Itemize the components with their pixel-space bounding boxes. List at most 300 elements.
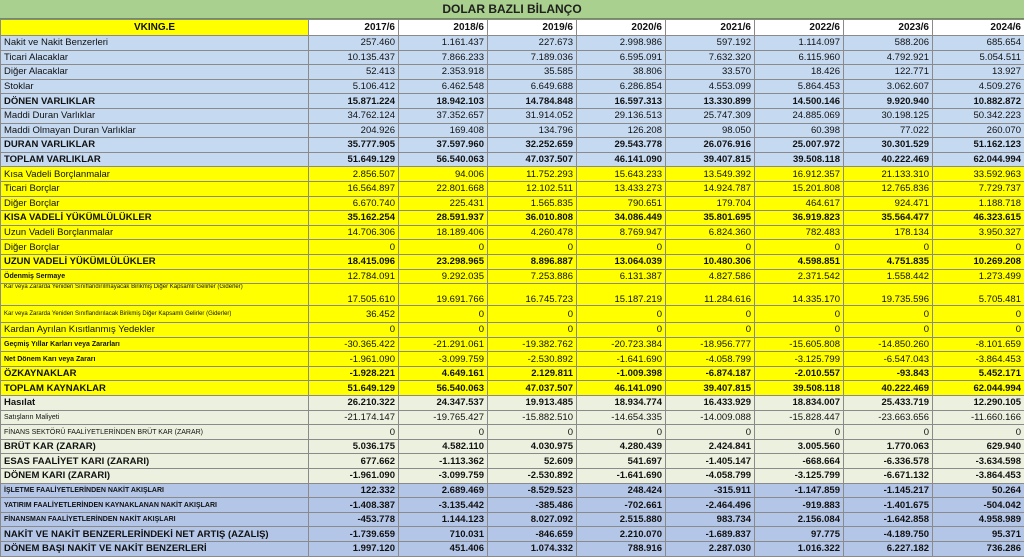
value-cell[interactable]: 0 [933,306,1024,323]
value-cell[interactable]: 3.950.327 [933,225,1024,240]
value-cell[interactable]: 32.252.659 [488,138,577,153]
value-cell[interactable]: 0 [399,425,488,440]
value-cell[interactable]: 50.264 [933,483,1024,498]
value-cell[interactable]: 4.958.989 [933,512,1024,527]
value-cell[interactable]: 0 [666,240,755,255]
value-cell[interactable]: 0 [577,240,666,255]
value-cell[interactable]: 3.062.607 [844,79,933,94]
value-cell[interactable]: 22.801.668 [399,181,488,196]
value-cell[interactable]: -6.336.578 [844,454,933,469]
value-cell[interactable]: 12.784.091 [309,269,399,284]
value-cell[interactable]: 0 [844,425,933,440]
value-cell[interactable]: 26.210.322 [309,396,399,411]
value-cell[interactable]: -30.365.422 [309,337,399,352]
value-cell[interactable]: -14.009.088 [666,410,755,425]
value-cell[interactable]: -1.739.659 [309,527,399,542]
value-cell[interactable]: 677.662 [309,454,399,469]
value-cell[interactable]: 16.564.897 [309,181,399,196]
value-cell[interactable]: 34.762.124 [309,108,399,123]
value-cell[interactable]: 5.864.453 [755,79,844,94]
value-cell[interactable]: 629.940 [933,439,1024,454]
value-cell[interactable]: 47.037.507 [488,152,577,167]
row-label[interactable]: Ödenmiş Sermaye [1,269,309,284]
value-cell[interactable]: 56.540.063 [399,381,488,396]
value-cell[interactable]: 11.284.616 [666,284,755,306]
value-cell[interactable]: 15.187.219 [577,284,666,306]
value-cell[interactable]: 60.398 [755,123,844,138]
value-cell[interactable]: -3.099.759 [399,469,488,484]
value-cell[interactable]: 1.770.063 [844,439,933,454]
year-header[interactable]: 2022/6 [755,20,844,36]
value-cell[interactable]: 0 [488,323,577,338]
value-cell[interactable]: -14.654.335 [577,410,666,425]
value-cell[interactable]: 169.408 [399,123,488,138]
value-cell[interactable]: 983.734 [666,512,755,527]
value-cell[interactable]: 7.632.320 [666,50,755,65]
value-cell[interactable]: 18.834.007 [755,396,844,411]
value-cell[interactable]: 710.031 [399,527,488,542]
value-cell[interactable]: 62.044.994 [933,381,1024,396]
value-cell[interactable]: 736.286 [933,542,1024,557]
value-cell[interactable]: 924.471 [844,196,933,211]
value-cell[interactable]: 7.189.036 [488,50,577,65]
value-cell[interactable]: 685.654 [933,36,1024,51]
value-cell[interactable]: -2.530.892 [488,469,577,484]
value-cell[interactable]: 4.260.478 [488,225,577,240]
value-cell[interactable]: 6.595.091 [577,50,666,65]
value-cell[interactable]: 52.413 [309,65,399,80]
value-cell[interactable]: -385.486 [488,498,577,513]
value-cell[interactable]: 36.919.823 [755,211,844,226]
value-cell[interactable]: 0 [755,240,844,255]
row-label[interactable]: Diğer Borçlar [1,240,309,255]
value-cell[interactable]: 0 [844,323,933,338]
row-label[interactable]: DÖNEN VARLIKLAR [1,94,309,109]
value-cell[interactable]: 1.188.718 [933,196,1024,211]
value-cell[interactable]: -15.882.510 [488,410,577,425]
value-cell[interactable]: 35.162.254 [309,211,399,226]
row-label[interactable]: Kardan Ayrılan Kısıtlanmış Yedekler [1,323,309,338]
value-cell[interactable]: 225.431 [399,196,488,211]
value-cell[interactable]: -4.189.750 [844,527,933,542]
value-cell[interactable]: -1.401.675 [844,498,933,513]
value-cell[interactable]: 21.133.310 [844,167,933,182]
value-cell[interactable]: 257.460 [309,36,399,51]
value-cell[interactable]: 597.192 [666,36,755,51]
value-cell[interactable]: 16.433.929 [666,396,755,411]
value-cell[interactable]: -1.009.398 [577,366,666,381]
value-cell[interactable]: -1.642.858 [844,512,933,527]
value-cell[interactable]: 0 [577,323,666,338]
value-cell[interactable]: 13.549.392 [666,167,755,182]
value-cell[interactable]: -6.671.132 [844,469,933,484]
value-cell[interactable]: 40.222.469 [844,381,933,396]
value-cell[interactable]: 588.206 [844,36,933,51]
value-cell[interactable]: -1.641.690 [577,469,666,484]
value-cell[interactable]: 36.452 [309,306,399,323]
value-cell[interactable]: 0 [933,425,1024,440]
value-cell[interactable]: 26.076.916 [666,138,755,153]
row-label[interactable]: NAKİT VE NAKİT BENZERLERİNDEKİ NET ARTIŞ (AZALIŞ) [1,527,309,542]
value-cell[interactable]: -3.634.598 [933,454,1024,469]
value-cell[interactable]: 6.286.854 [577,79,666,94]
value-cell[interactable]: 4.751.835 [844,254,933,269]
value-cell[interactable]: 39.407.815 [666,152,755,167]
year-header[interactable]: 2018/6 [399,20,488,36]
value-cell[interactable]: 1.161.437 [399,36,488,51]
value-cell[interactable]: 0 [755,323,844,338]
value-cell[interactable]: 62.044.994 [933,152,1024,167]
value-cell[interactable]: 35.564.477 [844,211,933,226]
year-header[interactable]: 2017/6 [309,20,399,36]
value-cell[interactable]: 0 [577,306,666,323]
value-cell[interactable]: -8.101.659 [933,337,1024,352]
value-cell[interactable]: -15.605.808 [755,337,844,352]
row-label[interactable]: İŞLETME FAALİYETLERİNDEN NAKİT AKIŞLARI [1,483,309,498]
value-cell[interactable]: 0 [309,240,399,255]
value-cell[interactable]: 28.591.937 [399,211,488,226]
value-cell[interactable]: 98.050 [666,123,755,138]
row-label[interactable]: DÖNEM KARI (ZARARI) [1,469,309,484]
company-code-cell[interactable]: VKING.E [1,20,309,36]
value-cell[interactable]: 33.592.963 [933,167,1024,182]
value-cell[interactable]: 248.424 [577,483,666,498]
value-cell[interactable]: 18.189.406 [399,225,488,240]
value-cell[interactable]: 51.649.129 [309,152,399,167]
value-cell[interactable]: -6.874.187 [666,366,755,381]
value-cell[interactable]: -21.174.147 [309,410,399,425]
value-cell[interactable]: -21.291.061 [399,337,488,352]
value-cell[interactable]: 30.198.125 [844,108,933,123]
value-cell[interactable]: 38.806 [577,65,666,80]
value-cell[interactable]: 36.010.808 [488,211,577,226]
value-cell[interactable]: 10.480.306 [666,254,755,269]
value-cell[interactable]: 2.129.811 [488,366,577,381]
value-cell[interactable]: 788.916 [577,542,666,557]
value-cell[interactable]: 46.141.090 [577,381,666,396]
value-cell[interactable]: 1.016.322 [755,542,844,557]
value-cell[interactable]: 19.913.485 [488,396,577,411]
row-label[interactable]: DÖNEM BAŞI NAKİT VE NAKİT BENZERLERİ [1,542,309,557]
value-cell[interactable]: 451.406 [399,542,488,557]
value-cell[interactable]: -6.547.043 [844,352,933,367]
value-cell[interactable]: 7.729.737 [933,181,1024,196]
row-label[interactable]: Hasılat [1,396,309,411]
value-cell[interactable]: -1.405.147 [666,454,755,469]
row-label[interactable]: Kar veya Zararda Yeniden Sınıflandırılmayacak Birikmiş Diğer Kapsamlı Gelirler (Giderler) [1,284,309,306]
value-cell[interactable]: 0 [844,306,933,323]
value-cell[interactable]: 126.208 [577,123,666,138]
value-cell[interactable]: 18.934.774 [577,396,666,411]
value-cell[interactable]: 0 [844,240,933,255]
value-cell[interactable]: 260.070 [933,123,1024,138]
value-cell[interactable]: 12.102.511 [488,181,577,196]
value-cell[interactable]: 6.670.740 [309,196,399,211]
value-cell[interactable]: 1.273.499 [933,269,1024,284]
value-cell[interactable]: 17.505.610 [309,284,399,306]
value-cell[interactable]: 51.162.123 [933,138,1024,153]
value-cell[interactable]: 2.210.070 [577,527,666,542]
value-cell[interactable]: -1.641.690 [577,352,666,367]
value-cell[interactable]: 37.597.960 [399,138,488,153]
year-header[interactable]: 2023/6 [844,20,933,36]
value-cell[interactable]: 6.131.387 [577,269,666,284]
value-cell[interactable]: 12.290.105 [933,396,1024,411]
value-cell[interactable]: -1.147.859 [755,483,844,498]
row-label[interactable]: KISA VADELİ YÜKÜMLÜLÜKLER [1,211,309,226]
value-cell[interactable]: 1.074.332 [488,542,577,557]
value-cell[interactable]: 29.543.778 [577,138,666,153]
value-cell[interactable]: 5.036.175 [309,439,399,454]
value-cell[interactable]: 15.201.808 [755,181,844,196]
value-cell[interactable]: 0 [309,425,399,440]
value-cell[interactable]: 2.156.084 [755,512,844,527]
row-label[interactable]: Uzun Vadeli Borçlanmalar [1,225,309,240]
value-cell[interactable]: -19.765.427 [399,410,488,425]
row-label[interactable]: YATIRIM FAALİYETLERİNDEN KAYNAKLANAN NAKİT AKIŞLARI [1,498,309,513]
value-cell[interactable]: 39.508.118 [755,381,844,396]
value-cell[interactable]: 18.942.103 [399,94,488,109]
value-cell[interactable]: -1.961.090 [309,469,399,484]
value-cell[interactable]: 4.582.110 [399,439,488,454]
value-cell[interactable]: 122.332 [309,483,399,498]
value-cell[interactable]: 4.827.586 [666,269,755,284]
value-cell[interactable]: 541.697 [577,454,666,469]
value-cell[interactable]: -1.689.837 [666,527,755,542]
value-cell[interactable]: 19.691.766 [399,284,488,306]
value-cell[interactable]: 8.027.092 [488,512,577,527]
row-label[interactable]: Kısa Vadeli Borçlanmalar [1,167,309,182]
value-cell[interactable]: 14.335.170 [755,284,844,306]
value-cell[interactable]: 56.540.063 [399,152,488,167]
value-cell[interactable]: 16.597.313 [577,94,666,109]
year-header[interactable]: 2020/6 [577,20,666,36]
value-cell[interactable]: 0 [488,425,577,440]
value-cell[interactable]: -4.058.799 [666,469,755,484]
value-cell[interactable]: 2.998.986 [577,36,666,51]
value-cell[interactable]: 2.856.507 [309,167,399,182]
value-cell[interactable]: 14.784.848 [488,94,577,109]
value-cell[interactable]: 30.301.529 [844,138,933,153]
value-cell[interactable]: -2.530.892 [488,352,577,367]
value-cell[interactable]: 15.871.224 [309,94,399,109]
value-cell[interactable]: -3.135.442 [399,498,488,513]
value-cell[interactable]: 2.515.880 [577,512,666,527]
value-cell[interactable]: 97.775 [755,527,844,542]
value-cell[interactable]: 6.649.688 [488,79,577,94]
value-cell[interactable]: 10.135.437 [309,50,399,65]
value-cell[interactable]: 3.005.560 [755,439,844,454]
value-cell[interactable]: 35.585 [488,65,577,80]
value-cell[interactable]: -20.723.384 [577,337,666,352]
value-cell[interactable]: 0 [666,323,755,338]
value-cell[interactable]: 24.885.069 [755,108,844,123]
value-cell[interactable]: 1.114.097 [755,36,844,51]
value-cell[interactable]: 13.064.039 [577,254,666,269]
value-cell[interactable]: 50.342.223 [933,108,1024,123]
row-label[interactable]: FİNANSMAN FAALİYETLERİNDEN NAKİT AKIŞLARI [1,512,309,527]
value-cell[interactable]: 46.323.615 [933,211,1024,226]
value-cell[interactable]: 1.565.835 [488,196,577,211]
value-cell[interactable]: 6.824.360 [666,225,755,240]
value-cell[interactable]: 0 [488,306,577,323]
value-cell[interactable]: 29.136.513 [577,108,666,123]
value-cell[interactable]: 1.144.123 [399,512,488,527]
value-cell[interactable]: 31.914.052 [488,108,577,123]
value-cell[interactable]: 0 [666,425,755,440]
value-cell[interactable]: 0 [399,306,488,323]
row-label[interactable]: Ticari Borçlar [1,181,309,196]
value-cell[interactable]: 8.769.947 [577,225,666,240]
value-cell[interactable]: 15.643.233 [577,167,666,182]
value-cell[interactable]: 0 [399,323,488,338]
value-cell[interactable]: -3.864.453 [933,469,1024,484]
value-cell[interactable]: 464.617 [755,196,844,211]
value-cell[interactable]: 5.705.481 [933,284,1024,306]
value-cell[interactable]: 33.570 [666,65,755,80]
value-cell[interactable]: 25.007.972 [755,138,844,153]
row-label[interactable]: Stoklar [1,79,309,94]
value-cell[interactable]: -1.113.362 [399,454,488,469]
value-cell[interactable]: 47.037.507 [488,381,577,396]
value-cell[interactable]: 18.426 [755,65,844,80]
row-label[interactable]: UZUN VADELİ YÜKÜMLÜLÜKLER [1,254,309,269]
row-label[interactable]: Diğer Alacaklar [1,65,309,80]
value-cell[interactable]: 782.483 [755,225,844,240]
value-cell[interactable]: 13.927 [933,65,1024,80]
value-cell[interactable]: -11.660.166 [933,410,1024,425]
value-cell[interactable]: 2.353.918 [399,65,488,80]
value-cell[interactable]: 19.735.596 [844,284,933,306]
value-cell[interactable]: 6.462.548 [399,79,488,94]
value-cell[interactable]: 0 [399,240,488,255]
value-cell[interactable]: 2.287.030 [666,542,755,557]
value-cell[interactable]: 0 [755,306,844,323]
value-cell[interactable]: 4.598.851 [755,254,844,269]
row-label[interactable]: Geçmiş Yıllar Karları veya Zararları [1,337,309,352]
value-cell[interactable]: 8.896.887 [488,254,577,269]
value-cell[interactable]: 77.022 [844,123,933,138]
row-label[interactable]: Maddi Duran Varlıklar [1,108,309,123]
value-cell[interactable]: 9.292.035 [399,269,488,284]
value-cell[interactable]: -846.659 [488,527,577,542]
value-cell[interactable]: 16.912.357 [755,167,844,182]
value-cell[interactable]: 95.371 [933,527,1024,542]
value-cell[interactable]: 0 [933,240,1024,255]
row-label[interactable]: FİNANS SEKTÖRÜ FAALİYETLERİNDEN BRÜT KAR (ZARAR) [1,425,309,440]
value-cell[interactable]: 1.997.120 [309,542,399,557]
value-cell[interactable]: 14.706.306 [309,225,399,240]
value-cell[interactable]: 0 [309,323,399,338]
row-label[interactable]: Ticari Alacaklar [1,50,309,65]
value-cell[interactable]: 39.407.815 [666,381,755,396]
value-cell[interactable]: -3.125.799 [755,469,844,484]
value-cell[interactable]: 122.771 [844,65,933,80]
value-cell[interactable]: 46.141.090 [577,152,666,167]
value-cell[interactable]: 178.134 [844,225,933,240]
value-cell[interactable]: -315.911 [666,483,755,498]
value-cell[interactable]: 1.558.442 [844,269,933,284]
value-cell[interactable]: 0 [933,323,1024,338]
value-cell[interactable]: 25.433.719 [844,396,933,411]
row-label[interactable]: DURAN VARLIKLAR [1,138,309,153]
value-cell[interactable]: -14.850.260 [844,337,933,352]
value-cell[interactable]: 12.765.836 [844,181,933,196]
value-cell[interactable]: 4.280.439 [577,439,666,454]
value-cell[interactable]: 25.747.309 [666,108,755,123]
value-cell[interactable]: 34.086.449 [577,211,666,226]
value-cell[interactable]: 2.371.542 [755,269,844,284]
value-cell[interactable]: 35.801.695 [666,211,755,226]
value-cell[interactable]: 37.352.657 [399,108,488,123]
value-cell[interactable]: -8.529.523 [488,483,577,498]
row-label[interactable]: Net Dönem Karı veya Zararı [1,352,309,367]
year-header[interactable]: 2024/6 [933,20,1024,36]
row-label[interactable]: TOPLAM VARLIKLAR [1,152,309,167]
value-cell[interactable]: -1.928.221 [309,366,399,381]
value-cell[interactable]: -23.663.656 [844,410,933,425]
value-cell[interactable]: 14.924.787 [666,181,755,196]
row-label[interactable]: Nakit ve Nakit Benzerleri [1,36,309,51]
value-cell[interactable]: 2.424.841 [666,439,755,454]
value-cell[interactable]: 4.792.921 [844,50,933,65]
value-cell[interactable]: 4.553.099 [666,79,755,94]
value-cell[interactable]: -2.464.496 [666,498,755,513]
year-header[interactable]: 2019/6 [488,20,577,36]
value-cell[interactable]: 2.689.469 [399,483,488,498]
row-label[interactable]: TOPLAM KAYNAKLAR [1,381,309,396]
value-cell[interactable]: 7.253.886 [488,269,577,284]
value-cell[interactable]: -919.883 [755,498,844,513]
value-cell[interactable]: 4.509.276 [933,79,1024,94]
value-cell[interactable]: 10.882.872 [933,94,1024,109]
value-cell[interactable]: -1.145.217 [844,483,933,498]
value-cell[interactable]: 134.796 [488,123,577,138]
value-cell[interactable]: -2.010.557 [755,366,844,381]
value-cell[interactable]: 24.347.537 [399,396,488,411]
value-cell[interactable]: 51.649.129 [309,381,399,396]
value-cell[interactable]: -702.661 [577,498,666,513]
value-cell[interactable]: 0 [488,240,577,255]
value-cell[interactable]: 94.006 [399,167,488,182]
value-cell[interactable]: 179.704 [666,196,755,211]
value-cell[interactable]: 13.433.273 [577,181,666,196]
value-cell[interactable]: 9.920.940 [844,94,933,109]
value-cell[interactable]: 40.222.469 [844,152,933,167]
year-header[interactable]: 2021/6 [666,20,755,36]
row-label[interactable]: Maddi Olmayan Duran Varlıklar [1,123,309,138]
value-cell[interactable]: 5.106.412 [309,79,399,94]
value-cell[interactable]: 35.777.905 [309,138,399,153]
value-cell[interactable]: 7.866.233 [399,50,488,65]
row-label[interactable]: Satışların Maliyeti [1,410,309,425]
value-cell[interactable]: -3.099.759 [399,352,488,367]
value-cell[interactable]: -93.843 [844,366,933,381]
value-cell[interactable]: 13.330.899 [666,94,755,109]
value-cell[interactable]: 204.926 [309,123,399,138]
value-cell[interactable]: 4.030.975 [488,439,577,454]
row-label[interactable]: ÖZKAYNAKLAR [1,366,309,381]
value-cell[interactable]: 52.609 [488,454,577,469]
value-cell[interactable]: 39.508.118 [755,152,844,167]
value-cell[interactable]: -3.125.799 [755,352,844,367]
value-cell[interactable]: 6.227.182 [844,542,933,557]
value-cell[interactable]: -15.828.447 [755,410,844,425]
value-cell[interactable]: 18.415.096 [309,254,399,269]
row-label[interactable]: Kar veya Zararda Yeniden Sınıflandırılacak Birikmiş Diğer Kapsamlı Gelirler (Giderler) [1,306,309,323]
value-cell[interactable]: -668.664 [755,454,844,469]
row-label[interactable]: BRÜT KAR (ZARAR) [1,439,309,454]
